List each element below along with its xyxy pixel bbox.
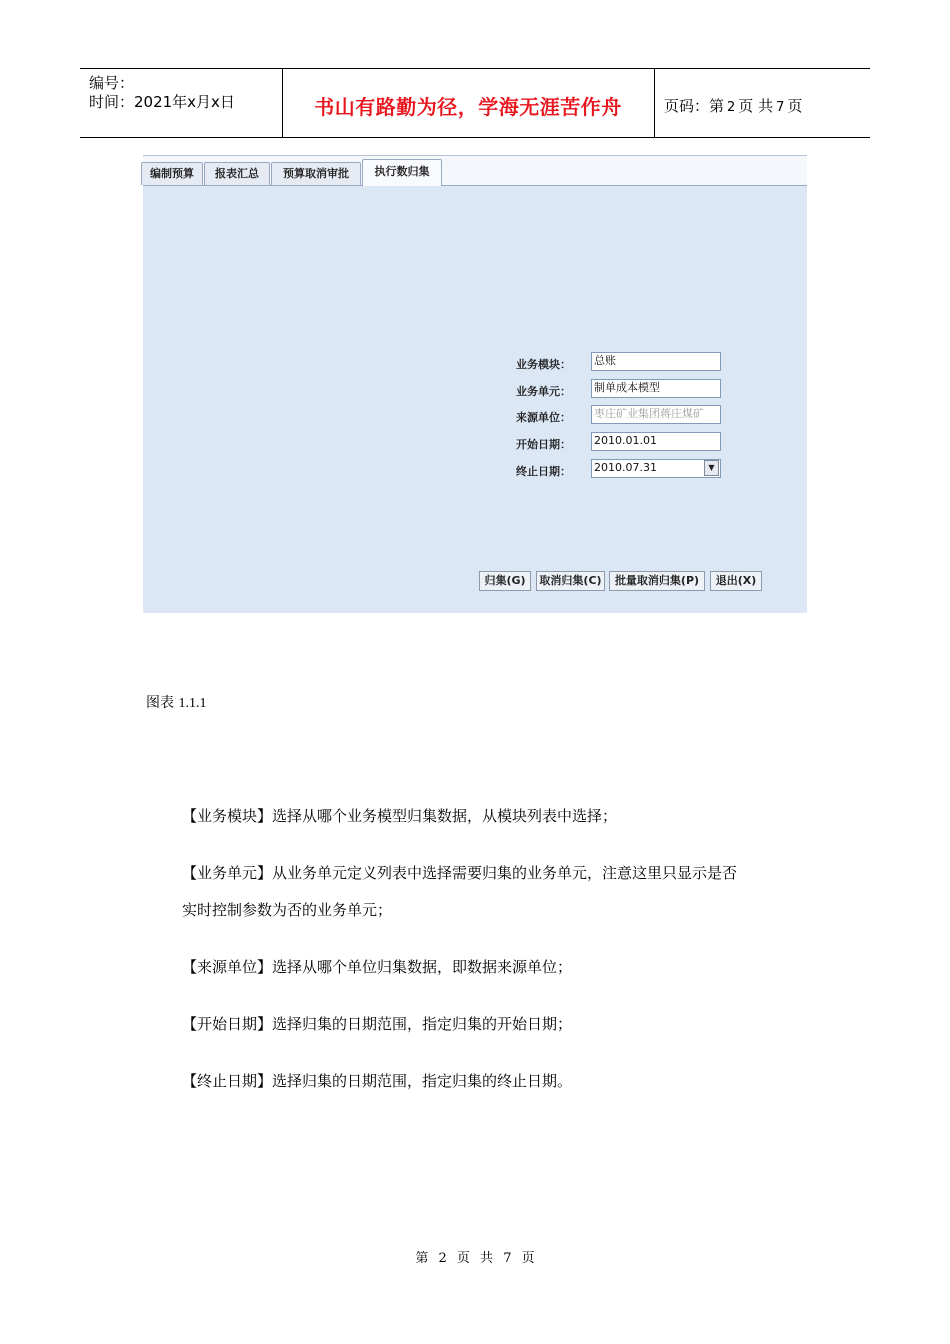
page-total: 7 — [776, 100, 785, 115]
source-unit-field[interactable]: 枣庄矿业集团蒋庄煤矿 — [591, 405, 721, 424]
paragraph-business-unit-cont: 实时控制参数为否的业务单元； — [182, 901, 393, 919]
paragraph-start-date: 【开始日期】选择归集的日期范围，指定归集的开始日期； — [182, 1015, 573, 1033]
caption-label: 图表 — [146, 695, 174, 711]
page-current: 2 — [727, 100, 736, 115]
dropdown-arrow-icon[interactable]: ▼ — [704, 460, 719, 476]
document-header — [80, 68, 870, 138]
paragraph-business-module: 【业务模块】选择从哪个业务模型归集数据，从模块列表中选择； — [182, 807, 618, 825]
batch-cancel-collect-button[interactable]: 批量取消归集(P) — [609, 571, 705, 591]
tab-execution-collection[interactable]: 执行数归集 — [362, 159, 442, 186]
cancel-collect-button[interactable]: 取消归集(C) — [536, 571, 605, 591]
label-business-module: 业务模块： — [516, 358, 571, 371]
app-screenshot — [143, 155, 807, 613]
collect-button[interactable]: 归集(G) — [479, 571, 531, 591]
page-middle: 页 共 — [738, 97, 774, 115]
header-right-cell — [655, 69, 870, 137]
business-unit-field[interactable]: 制单成本模型 — [591, 379, 721, 398]
business-module-field[interactable]: 总账 — [591, 352, 721, 371]
header-left-cell — [80, 69, 283, 137]
number-label: 编号： — [89, 74, 135, 92]
motto: 书山有路勤为径，学海无涯苦作舟 — [314, 95, 622, 119]
page-indicator — [664, 95, 802, 116]
caption-number: 1.1.1 — [178, 696, 207, 711]
label-source-unit: 来源单位： — [516, 411, 571, 424]
page-suffix: 页 — [787, 97, 803, 115]
end-date-field[interactable]: 2010.07.31 — [591, 459, 721, 478]
exit-button[interactable]: 退出(X) — [710, 571, 762, 591]
header-middle-cell — [282, 69, 655, 137]
paragraph-end-date: 【终止日期】选择归集的日期范围，指定归集的终止日期。 — [182, 1072, 573, 1090]
paragraph-business-unit: 【业务单元】从业务单元定义列表中选择需要归集的业务单元，注意这里只显示是否 — [182, 864, 738, 882]
tab-budget-edit[interactable]: 编制预算 — [141, 162, 203, 185]
page-footer: 第 2 页 共 7 页 — [415, 1251, 535, 1266]
label-end-date: 终止日期： — [516, 465, 571, 478]
label-business-unit: 业务单元： — [516, 385, 571, 398]
page-prefix: 页码：第 — [664, 97, 725, 115]
figure-caption — [146, 692, 206, 712]
label-start-date: 开始日期： — [516, 438, 571, 451]
tab-report-summary[interactable]: 报表汇总 — [204, 162, 270, 185]
paragraph-source-unit: 【来源单位】选择从哪个单位归集数据，即数据来源单位； — [182, 958, 573, 976]
time-label: 时间：2021年x月x日 — [89, 93, 235, 111]
start-date-field[interactable]: 2010.01.01 — [591, 432, 721, 451]
tab-budget-cancel-approval[interactable]: 预算取消审批 — [271, 162, 361, 185]
tab-bar — [143, 155, 807, 186]
